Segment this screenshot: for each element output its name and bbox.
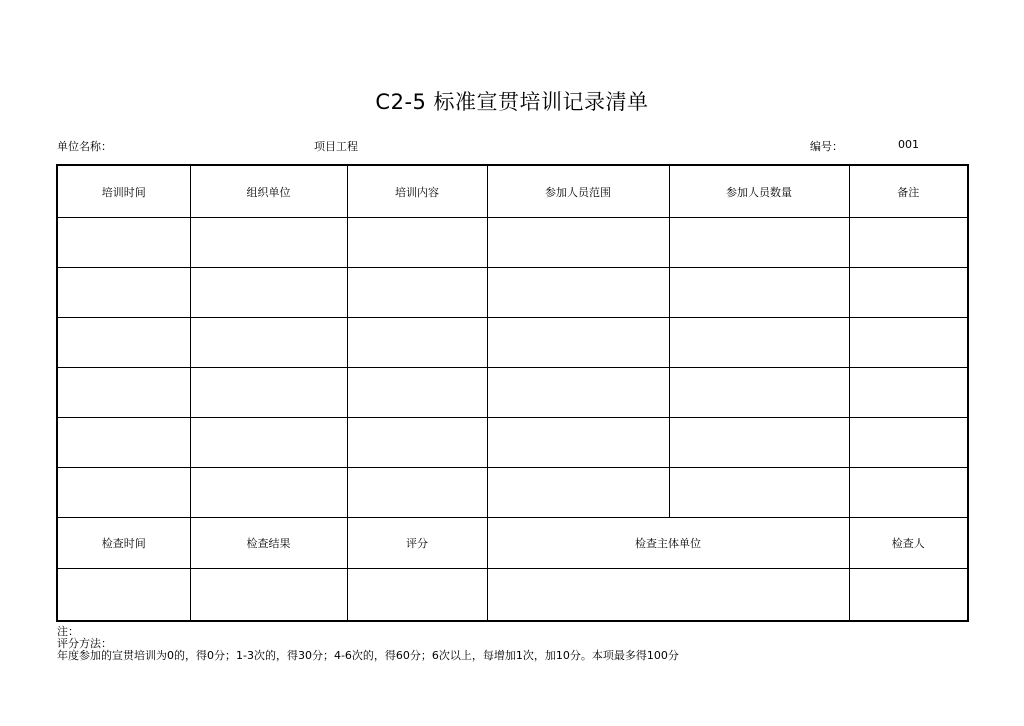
table-cell[interactable] bbox=[487, 218, 669, 268]
header-training-time: 培训时间 bbox=[57, 165, 190, 218]
unit-name-label: 单位名称： bbox=[57, 140, 112, 153]
table-header-row bbox=[57, 165, 968, 218]
header-training-content: 培训内容 bbox=[347, 165, 487, 218]
table-cell[interactable] bbox=[849, 368, 968, 418]
inspection-unit-cell[interactable] bbox=[487, 569, 849, 622]
table-cell[interactable] bbox=[669, 468, 849, 518]
inspection-header-row bbox=[57, 518, 968, 569]
table-cell[interactable] bbox=[57, 418, 190, 468]
table-cell[interactable] bbox=[347, 318, 487, 368]
table-cell[interactable] bbox=[57, 318, 190, 368]
page-title: C2-5 标准宣贯培训记录清单 bbox=[375, 90, 649, 114]
table-row bbox=[57, 218, 968, 268]
table-cell[interactable] bbox=[347, 368, 487, 418]
table-cell[interactable] bbox=[487, 418, 669, 468]
document-number-label: 编号： bbox=[810, 140, 843, 153]
table-cell[interactable] bbox=[487, 468, 669, 518]
unit-name-value: 项目工程 bbox=[314, 140, 358, 153]
table-cell[interactable] bbox=[849, 218, 968, 268]
table-cell[interactable] bbox=[347, 468, 487, 518]
table-row bbox=[57, 418, 968, 468]
note-label: 注： bbox=[57, 625, 79, 638]
table-cell[interactable] bbox=[487, 268, 669, 318]
table-cell[interactable] bbox=[347, 268, 487, 318]
score-cell[interactable] bbox=[347, 569, 487, 622]
table-row bbox=[57, 468, 968, 518]
table-cell[interactable] bbox=[669, 318, 849, 368]
table-cell[interactable] bbox=[849, 418, 968, 468]
table-cell[interactable] bbox=[57, 368, 190, 418]
table-cell[interactable] bbox=[190, 418, 347, 468]
table-cell[interactable] bbox=[487, 368, 669, 418]
table-cell[interactable] bbox=[669, 268, 849, 318]
table-cell[interactable] bbox=[190, 318, 347, 368]
inspection-row bbox=[57, 569, 968, 622]
table-cell[interactable] bbox=[487, 318, 669, 368]
table-cell[interactable] bbox=[669, 218, 849, 268]
notes-section bbox=[57, 626, 679, 662]
inspector-cell[interactable] bbox=[849, 569, 968, 622]
header-inspection-result: 检查结果 bbox=[190, 518, 347, 569]
inspection-result-cell[interactable] bbox=[190, 569, 347, 622]
table-cell[interactable] bbox=[669, 368, 849, 418]
header-score: 评分 bbox=[347, 518, 487, 569]
header-organizer: 组织单位 bbox=[190, 165, 347, 218]
table-row bbox=[57, 268, 968, 318]
header-remarks: 备注 bbox=[849, 165, 968, 218]
scoring-method-text: 年度参加的宣贯培训为0的，得0分；1-3次的，得30分；4-6次的，得60分；6次以上，每增加1次，加10分。本项最多得100分 bbox=[57, 649, 679, 662]
table-cell[interactable] bbox=[190, 268, 347, 318]
table-row bbox=[57, 318, 968, 368]
training-record-table bbox=[56, 164, 969, 622]
table-cell[interactable] bbox=[57, 268, 190, 318]
header-participant-scope: 参加人员范围 bbox=[487, 165, 669, 218]
inspection-time-cell[interactable] bbox=[57, 569, 190, 622]
table-cell[interactable] bbox=[347, 418, 487, 468]
table-cell[interactable] bbox=[190, 218, 347, 268]
table-cell[interactable] bbox=[669, 418, 849, 468]
table-row bbox=[57, 368, 968, 418]
table-cell[interactable] bbox=[849, 318, 968, 368]
table-cell[interactable] bbox=[347, 218, 487, 268]
header-participant-count: 参加人员数量 bbox=[669, 165, 849, 218]
header-inspector: 检查人 bbox=[849, 518, 968, 569]
table-cell[interactable] bbox=[849, 468, 968, 518]
table-cell[interactable] bbox=[190, 468, 347, 518]
document-number-value: 001 bbox=[898, 138, 919, 151]
header-inspection-time: 检查时间 bbox=[57, 518, 190, 569]
table-cell[interactable] bbox=[57, 218, 190, 268]
table-cell[interactable] bbox=[57, 468, 190, 518]
table-cell[interactable] bbox=[849, 268, 968, 318]
scoring-method-label: 评分方法： bbox=[57, 637, 112, 650]
table-cell[interactable] bbox=[190, 368, 347, 418]
header-inspection-unit: 检查主体单位 bbox=[487, 518, 849, 569]
